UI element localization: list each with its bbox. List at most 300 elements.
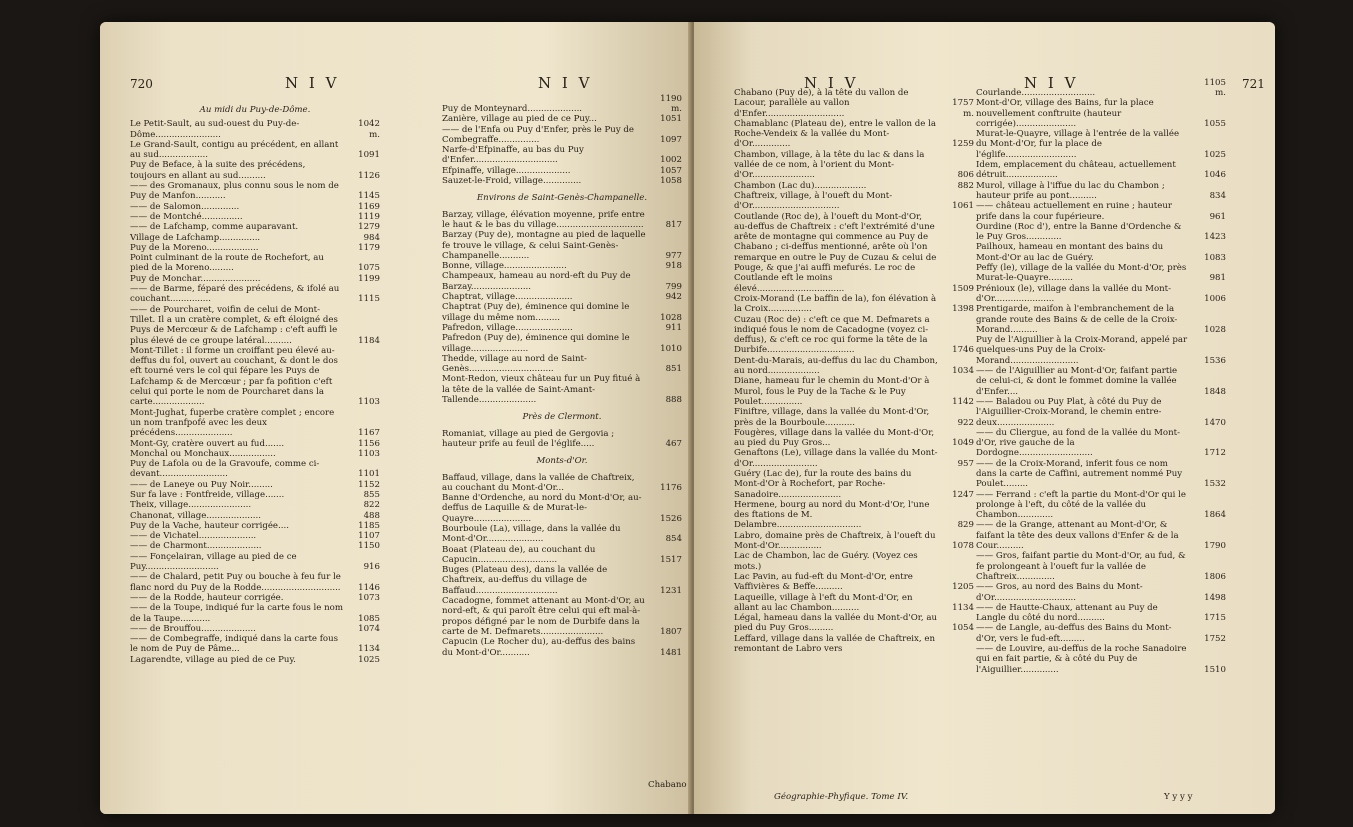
entry-altitude: 1712: [1204, 448, 1226, 459]
entry-altitude: 1470: [1204, 417, 1226, 428]
entry-altitude: 1006: [1204, 293, 1226, 304]
section-heading: Au midi du Puy-de-Dôme.: [199, 105, 311, 115]
entry-altitude: 1103: [358, 448, 380, 459]
list-item: [130, 449, 380, 459]
entry-text: Puy de la Moreno...................: [130, 242, 259, 253]
entry-text: —— de Hautte-Chaux, attenant au Puy de Langle du côté du nord..........: [976, 602, 1158, 624]
list-item: [130, 511, 380, 521]
list-item: [442, 473, 682, 494]
entry-altitude: 1498: [1204, 592, 1226, 603]
list-item: [734, 551, 974, 572]
entry-text: —— du Cliergue, au fond de la vallée du Mont-d'Or, rive gauche de la Dordogne...........................: [976, 427, 1180, 459]
entry-altitude: 1134: [358, 644, 380, 655]
list-item: [442, 114, 682, 124]
list-item: [442, 493, 682, 524]
signature-mark: Y y y y: [1164, 792, 1193, 802]
entry-text: Finiftre, village, dans la vallée du Mont-d'Or, près de la Bourboule...........: [734, 407, 930, 428]
entry-altitude: 1010: [660, 343, 682, 354]
entry-text: —— de Pourcharet, voifin de celui de Mont-Tillet. Il a un cratère complet, & eft éloigné des Puys de Mercœur & de Lafchamp : c'eft auffi le plus élevé de ce groupe latéral..........: [130, 304, 338, 346]
right-running-title-2: N I V: [1024, 74, 1079, 92]
list-item: [734, 500, 974, 531]
list-item: [734, 88, 974, 119]
list-item: [976, 242, 1226, 263]
entry-text: —— de Laneye ou Puy Noir.........: [130, 479, 273, 490]
entry-text: —— de Chalard, petit Puy ou bouche à feu fur le flanc nord du Puy de la Rodde.............................: [130, 572, 341, 593]
list-item: [130, 233, 380, 243]
entry-altitude: 957: [957, 458, 974, 469]
entry-altitude: 1481: [660, 647, 682, 658]
list-item: [734, 428, 974, 449]
entry-text: Fougères, village dans la vallée du Mont-d'Or, au pied du Puy Gros...: [734, 427, 935, 449]
entry-altitude: 1398: [952, 304, 974, 315]
list-item: [442, 374, 682, 405]
left-column-2: [442, 93, 682, 658]
entry-text: Point culminant de la route de Rochefort, au pied de la Moreno.........: [130, 253, 324, 274]
entry-text: —— de Langle, au-deffus des Bains du Mont-d'Or, vers le fud-eft.........: [976, 623, 1172, 644]
entry-altitude: 1152: [358, 479, 380, 490]
entry-text: Lac de Chambon, lac de Guéry. (Voyez ces mots.): [734, 551, 918, 572]
entry-altitude: 488: [363, 510, 380, 521]
entry-list: [442, 429, 682, 450]
entry-text: Bourboule (La), village, dans la vallée du Mont-d'Or.....................: [442, 523, 621, 545]
list-item: [130, 212, 380, 222]
list-item: [976, 181, 1226, 202]
list-item: [442, 565, 682, 596]
entry-altitude: 911: [665, 322, 682, 333]
list-item: [130, 459, 380, 480]
entry-text: Mont-Jughat, fuperbe cratère complet ; encore un nom tranfpofé avec les deux précédens.....................: [130, 407, 335, 439]
entry-text: Cacadogne, fommet attenant au Mont-d'Or, au nord-eft, & qui paroît être celui qui eft mal-à-propos défigné par le nom de Durbife dans la carte de M. Defmarets.......................: [442, 596, 645, 637]
list-item: [130, 490, 380, 500]
entry-text: Le Grand-Sault, contigu au précédent, en allant au sud..................: [130, 139, 339, 161]
entry-text: Chabano (Puy de), à la tête du vallon de Lacour, parallèle au vallon d'Enfer.............................: [734, 88, 909, 119]
entry-text: Mont-Tillet : il forme un croiffant peu élevé au-deffus du fol, ouvert au couchant, & dont le dos eft tourné vers le col qui fépare les Puys de Lafchamp & de Mercœur ; par fa pofition c'eft celui qui porte le nom de Pourcharet dans la carte...................: [130, 345, 338, 408]
right-column-1: [734, 88, 974, 654]
list-item: [130, 346, 380, 408]
list-item: [442, 166, 682, 176]
list-item: [442, 125, 682, 146]
list-item: [976, 428, 1226, 459]
list-item: [976, 623, 1226, 644]
entry-text: —— des Gromanaux, plus connu sous le nom de Puy de Manfon...........: [130, 181, 339, 202]
entry-altitude: 1156: [358, 438, 380, 449]
list-item: [442, 93, 682, 114]
list-item: [130, 243, 380, 253]
entry-altitude: 1075: [358, 263, 380, 274]
entry-text: Chaptrat, village.....................: [442, 292, 573, 303]
list-item: [130, 284, 380, 305]
entry-altitude: 1057: [660, 165, 682, 176]
entry-altitude: 1806: [1204, 571, 1226, 582]
entry-altitude: 1150: [358, 541, 380, 552]
entry-text: Murol, village à l'iffue du lac du Chambon ; hauteur prife au pont..........: [976, 180, 1165, 201]
entry-text: Chamablanc (Plateau de), entre le vallon de la Roche-Vendeix & la vallée du Mont-d'Or..............: [734, 118, 936, 150]
list-item: [734, 119, 974, 150]
list-item: [442, 354, 682, 375]
list-item: [442, 524, 682, 545]
entry-text: Guéry (Lac de), fur la route des bains du Mont-d'Or à Rochefort, par Roche-Sanadoire.......................: [734, 468, 912, 500]
entry-altitude: 799: [665, 281, 682, 292]
list-item: [976, 397, 1226, 428]
list-item: [976, 520, 1226, 551]
left-running-title-1: N I V: [285, 74, 340, 92]
list-item: [442, 210, 682, 231]
entry-text: Puy de l'Aiguillier à la Croix-Morand, appelé par quelques-uns Puy de la Croix-Morand.........................: [976, 335, 1188, 366]
list-item: [976, 304, 1226, 335]
list-item: [734, 572, 974, 593]
entry-text: Buges (Plateau des), dans la vallée de Chaftreix, au-deffus du village de Baffaud..............................: [442, 565, 608, 596]
entry-altitude: 1510: [1204, 664, 1226, 675]
list-item: [130, 140, 380, 161]
entry-text: Hermene, bourg au nord du Mont-d'Or, l'une des ftations de M. Delambre...............................: [734, 499, 930, 531]
entry-altitude: 1115: [358, 294, 380, 305]
list-item: [734, 448, 974, 469]
entry-text: —— de la Rodde, hauteur corrigée.: [130, 592, 284, 603]
entry-altitude: 1532: [1204, 479, 1226, 490]
list-item: [734, 469, 974, 500]
entry-text: Genaftons (Le), village dans la vallée du Mont-d'Or........................: [734, 448, 938, 469]
entry-altitude: 834: [1209, 190, 1226, 201]
section-heading: Monts-d'Or.: [536, 456, 588, 467]
entry-text: Ourdine (Roc d'), entre la Banne d'Ordenche & le Puy Gros.............: [976, 221, 1182, 243]
entry-text: —— de Charmont....................: [130, 541, 262, 552]
entry-text: Murat-le-Quayre, village à l'entrée de la vallée du Mont-d'Or, fur la place de l'églife..........................: [976, 129, 1180, 160]
list-item: [130, 222, 380, 232]
entry-text: Banne d'Ordenche, au nord du Mont-d'Or, au-deffus de Laquille & de Murat-le-Quayre.....................: [442, 493, 642, 524]
entry-altitude: 1199: [358, 273, 380, 284]
list-item: [976, 603, 1226, 624]
entry-text: —— de Salomon..............: [130, 201, 240, 212]
entry-altitude: 1097: [660, 134, 682, 145]
left-page-number: 720: [130, 77, 153, 91]
entry-text: Village de Lafchamp...............: [130, 232, 261, 243]
entry-text: Chaptrat (Puy de), éminence qui domine le village du même nom.........: [442, 302, 630, 323]
entry-text: Pafredon, village.....................: [442, 322, 573, 333]
list-item: [130, 160, 380, 181]
list-item: [976, 160, 1226, 181]
list-item: [976, 222, 1226, 243]
entry-text: Capucin (Le Rocher du), au-deffus des bains du Mont-d'Or...........: [442, 637, 636, 658]
entry-altitude: 1103: [358, 397, 380, 408]
entry-altitude: 467: [665, 438, 682, 449]
right-running-title-1: N I V: [804, 74, 859, 92]
list-item: [976, 284, 1226, 305]
entry-altitude: 1126: [358, 170, 380, 181]
entry-altitude: 961: [1209, 211, 1226, 222]
entry-altitude: 942: [665, 292, 682, 303]
list-item: [976, 551, 1226, 582]
entry-text: Mont-Gy, cratère ouvert au fud.......: [130, 438, 285, 449]
list-item: [976, 335, 1226, 366]
list-item: [442, 145, 682, 166]
entry-altitude: 1046: [1204, 170, 1226, 181]
list-item: [442, 429, 682, 450]
entry-altitude: 1073: [358, 592, 380, 603]
entry-altitude: 1142: [952, 396, 974, 407]
entry-text: Prentigarde, maifon à l'embranchement de la grande route des Bains & de celle de la Croix-Morand..........: [976, 304, 1178, 335]
list-item: [130, 253, 380, 274]
list-item: [130, 202, 380, 212]
entry-text: Baffaud, village, dans la vallée de Chaftreix, au couchant du Mont-d'Or...: [442, 472, 635, 493]
list-item: [734, 634, 974, 655]
list-item: [130, 572, 380, 593]
entry-altitude: 1536: [1204, 355, 1226, 366]
list-item: [442, 176, 682, 186]
entry-text: Le Petit-Sault, au sud-ouest du Puy-de-Dôme........................: [130, 119, 300, 140]
list-item: [734, 191, 974, 212]
entry-text: Efpinaffe, village....................: [442, 165, 571, 176]
entry-text: —— Gros, au nord des Bains du Mont-d'Or..............................: [976, 582, 1143, 603]
entry-text: —— de Louvire, au-deffus de la roche Sanadoire qui en fait partie, & à côté du Puy de l'Aiguillier..............: [976, 644, 1187, 675]
entry-text: —— de Brouffou....................: [130, 623, 256, 634]
entry-altitude: 918: [665, 261, 682, 272]
left-page: [100, 22, 692, 814]
list-item: [976, 263, 1226, 284]
list-item: [442, 637, 682, 658]
entry-altitude: 984: [363, 232, 380, 243]
entry-altitude: 854: [665, 534, 682, 545]
entry-text: Mont-Redon, vieux château fur un Puy fitué à la tête de la vallée de Saint-Amant-Tallende.....................: [442, 374, 641, 406]
entry-altitude: 1119: [358, 211, 380, 222]
entry-altitude: 1061: [952, 201, 974, 212]
section-heading: Environs de Saint-Genès-Champanelle.: [476, 193, 648, 204]
entry-text: Romaniat, village au pied de Gergovia ; hauteur prife au feuil de l'églife.....: [442, 428, 615, 449]
entry-altitude: 1055: [1204, 118, 1226, 129]
list-item: [976, 98, 1226, 129]
entry-altitude: 1002: [660, 155, 682, 166]
entry-list: [442, 473, 682, 658]
entry-text: Idem, emplacement du château, actuellement détruit...................: [976, 160, 1176, 181]
entry-altitude: 977: [665, 250, 682, 261]
entry-text: Barzay, village, élévation moyenne, prife entre le haut & le bas du village................................: [442, 209, 645, 230]
list-item: [734, 613, 974, 634]
entry-altitude: 1145: [358, 191, 380, 202]
open-book: [100, 22, 1275, 814]
entry-text: Diane, hameau fur le chemin du Mont-d'Or à Murol, fous le Puy de la Tache & le Puy Poulet...............: [734, 376, 930, 407]
entry-altitude: 817: [665, 219, 682, 230]
entry-list: [130, 119, 380, 665]
entry-text: Sur fa lave : Fontfreide, village.......: [130, 489, 285, 500]
entry-text: Légal, hameau dans la vallée du Mont-d'Or, au pied du Puy Gros.........: [734, 613, 938, 634]
entry-text: Zanière, village au pied de ce Puy...: [442, 114, 597, 125]
list-item: [442, 261, 682, 271]
entry-altitude: 1042 m.: [358, 119, 380, 140]
list-item: [442, 292, 682, 302]
list-item: [130, 552, 380, 573]
entry-altitude: 1746: [952, 345, 974, 356]
list-item: [130, 593, 380, 603]
list-item: [976, 459, 1226, 490]
entry-altitude: 1752: [1204, 633, 1226, 644]
entry-altitude: 1807: [660, 626, 682, 637]
entry-text: Cuzau (Roc de) : c'eft ce que M. Defmarets a indiqué fous le nom de Cacadogne (voyez ci-deffus), & c'eft ce roc qui forme la tête de la Durbife................................: [734, 314, 930, 356]
entry-text: —— de la Grange, attenant au Mont-d'Or, & faifant la tête des deux vallons d'Enfer & de la Cour..........: [976, 520, 1179, 552]
entry-altitude: 882: [957, 180, 974, 191]
entry-altitude: 1167: [358, 428, 380, 439]
entry-list: [734, 88, 974, 654]
list-item: [442, 302, 682, 323]
list-item: [734, 212, 974, 294]
entry-altitude: 922: [957, 417, 974, 428]
entry-altitude: 1083: [1204, 252, 1226, 263]
entry-altitude: 1259: [952, 139, 974, 150]
entry-text: Champeaux, hameau au nord-eft du Puy de Barzay......................: [442, 271, 631, 292]
entry-altitude: 1526: [660, 513, 682, 524]
entry-altitude: 1423: [1204, 232, 1226, 243]
list-item: [130, 439, 380, 449]
section-heading: Près de Clermont.: [522, 412, 602, 423]
entry-altitude: 981: [1209, 273, 1226, 284]
left-running-title-2: N I V: [538, 74, 593, 92]
entry-text: Croix-Morand (Le baffin de la), fon élévation à la Croix................: [734, 293, 937, 315]
entry-text: —— de la Toupe, indiqué fur la carte fous le nom de la Taupe...........: [130, 603, 343, 624]
entry-altitude: 1205: [952, 582, 974, 593]
entry-altitude: 1078: [952, 541, 974, 552]
entry-altitude: 1169: [358, 201, 380, 212]
list-item: [734, 150, 974, 181]
list-item: [130, 408, 380, 439]
entry-text: Chambon, village, à la tête du lac & dans la vallée de ce nom, à l'orient du Mont-d'Or.......................: [734, 149, 925, 181]
catchword: Chabano: [648, 780, 687, 790]
list-item: [442, 596, 682, 637]
list-item: [442, 323, 682, 333]
entry-list: [442, 210, 682, 406]
entry-text: —— Gros, faifant partie du Mont-d'Or, au fud, & fe prolongeant à l'oueft fur la vallée de Chaftreix..............: [976, 551, 1186, 582]
list-item: [976, 129, 1226, 160]
list-item: [130, 480, 380, 490]
entry-text: Chanonat, village....................: [130, 510, 261, 521]
entry-text: —— Fonçelairan, village au pied de ce Puy...........................: [130, 551, 297, 573]
entry-list: [442, 93, 682, 187]
entry-text: —— château actuellement en ruine ; hauteur prife dans la cour fupérieure.: [976, 201, 1172, 222]
entry-text: —— de la Croix-Morand, inferit fous ce nom dans la carte de Caffini, autrement nommé Puy Poulet.........: [976, 458, 1183, 490]
entry-text: —— de Barme, féparé des précédens, & ifolé au couchant...............: [130, 284, 340, 305]
entry-altitude: 1247: [952, 489, 974, 500]
list-item: [130, 541, 380, 551]
list-item: [976, 366, 1226, 397]
entry-altitude: 1509: [952, 283, 974, 294]
entry-altitude: 1146: [358, 582, 380, 593]
list-item: [734, 531, 974, 552]
entry-text: —— de Vichatel.....................: [130, 531, 257, 542]
entry-altitude: 1051: [660, 114, 682, 125]
entry-altitude: 806: [957, 170, 974, 181]
entry-text: Puy de la Vache, hauteur corrigée....: [130, 520, 289, 531]
entry-text: Leffard, village dans la vallée de Chaftreix, en remontant de Labro vers: [734, 633, 935, 655]
entry-text: Prénioux (le), village dans la vallée du Mont-d'Or......................: [976, 283, 1172, 304]
entry-text: Labro, domaine près de Chaftreix, à l'oueft du Mont-d'Or................: [734, 530, 936, 552]
entry-altitude: 1757 m.: [952, 98, 974, 119]
entry-text: Lac Pavin, au fud-eft du Mont-d'Or, entre Vaffivières & Beffe..........: [734, 571, 913, 593]
entry-altitude: 1134: [952, 602, 974, 613]
entry-text: Mont-d'Or, village des Bains, fur la place nouvellement conftruite (hauteur corrigée)......................: [976, 98, 1154, 129]
list-item: [130, 655, 380, 665]
entry-altitude: 1231: [660, 585, 682, 596]
list-item: [976, 490, 1226, 521]
entry-altitude: 1848: [1204, 386, 1226, 397]
entry-altitude: 1054: [952, 623, 974, 634]
entry-text: Chambon (Lac du)...................: [734, 180, 867, 191]
list-item: [734, 593, 974, 614]
list-item: [442, 333, 682, 354]
list-item: [442, 230, 682, 261]
entry-altitude: 1185: [358, 520, 380, 531]
entry-altitude: 829: [957, 520, 974, 531]
entry-text: Thedde, village au nord de Saint-Genès...............................: [442, 353, 587, 375]
list-item: [130, 305, 380, 346]
entry-altitude: 1864: [1204, 510, 1226, 521]
entry-text: Barzay (Puy de), montagne au pied de laquelle fe trouve le village, & celui Saint-Genès-Champanelle...........: [442, 230, 646, 261]
entry-altitude: 1091: [358, 150, 380, 161]
entry-text: —— de l'Enfa ou Puy d'Enfer, près le Puy de Combegraffe...............: [442, 124, 634, 145]
entry-altitude: 1176: [660, 482, 682, 493]
list-item: [130, 531, 380, 541]
entry-altitude: 1190 m.: [660, 93, 682, 114]
entry-text: Puy de Lafola ou de la Gravoufe, comme ci-devant.........................: [130, 459, 320, 480]
entry-altitude: 1184: [358, 335, 380, 346]
entry-altitude: 1107: [358, 531, 380, 542]
entry-text: Chaftreix, village, à l'oueft du Mont-d'Or................................: [734, 190, 893, 212]
list-item: [130, 274, 380, 284]
list-item: [130, 119, 380, 140]
list-item: [734, 376, 974, 407]
entry-altitude: 855: [363, 489, 380, 500]
entry-altitude: 1179: [358, 242, 380, 253]
page-footer: Géographie-Phyfique. Tome IV.: [774, 792, 909, 802]
list-item: [442, 545, 682, 566]
left-column-1: [130, 102, 380, 665]
entry-altitude: 1517: [660, 554, 682, 565]
entry-text: —— de l'Aiguillier au Mont-d'Or, faifant partie de celui-ci, & dont le fommet domine la vallée d'Enfer....: [976, 366, 1178, 397]
entry-altitude: 1279: [358, 222, 380, 233]
entry-text: Puy de Monchar......................: [130, 273, 261, 284]
list-item: [130, 603, 380, 624]
list-item: [130, 181, 380, 202]
entry-text: Coutlande (Roc de), à l'oueft du Mont-d'Or, au-deffus de Chaftreix : c'eft l'extrémité d'une arête de montagne qui commence au Puy de Chabano ; ci-deffus mentionné, arête où l'on remarque en outre le Puy de Cuzau & celui de Pouge, & que j'ai auffi mefurés. Le roc de Coutlande eft le moins élevé................................: [734, 211, 937, 294]
entry-altitude: 1715: [1204, 613, 1226, 624]
entry-altitude: 1058: [660, 176, 682, 187]
list-item: [734, 181, 974, 191]
entry-altitude: 1025: [358, 654, 380, 665]
entry-altitude: 1790: [1204, 541, 1226, 552]
list-item: [976, 201, 1226, 222]
list-item: [130, 634, 380, 655]
entry-altitude: 851: [665, 364, 682, 375]
entry-text: Narfe-d'Efpinaffe, au bas du Puy d'Enfer...............................: [442, 145, 584, 166]
list-item: [130, 521, 380, 531]
entry-altitude: 1105 m.: [1204, 77, 1226, 98]
entry-altitude: 1034: [952, 366, 974, 377]
entry-altitude: 916: [363, 562, 380, 573]
list-item: [130, 500, 380, 510]
list-item: [734, 407, 974, 428]
list-item: [130, 624, 380, 634]
entry-text: Peffy (le), village de la vallée du Mont-d'Or, près Murat-le-Quayre.........: [976, 263, 1187, 284]
entry-altitude: 1049: [952, 438, 974, 449]
list-item: [976, 644, 1226, 675]
entry-altitude: 1025: [1204, 149, 1226, 160]
entry-altitude: 1028: [1204, 324, 1226, 335]
entry-text: Pafredon (Puy de), éminence qui domine le village.....................: [442, 333, 630, 354]
entry-text: Pailhoux, hameau en montant des bains du Mont-d'Or au lac de Guéry.: [976, 242, 1164, 263]
entry-text: Puy de Beface, à la suite des précédens, toujours en allant au sud..........: [130, 160, 306, 181]
entry-text: —— de Montché...............: [130, 211, 243, 222]
entry-altitude: 1074: [358, 623, 380, 634]
list-item: [734, 294, 974, 315]
entry-text: —— de Combegraffe, indiqué dans la carte fous le nom de Puy de Pâme...: [130, 634, 339, 655]
list-item: [442, 271, 682, 292]
right-page-number: 721: [1242, 77, 1265, 91]
